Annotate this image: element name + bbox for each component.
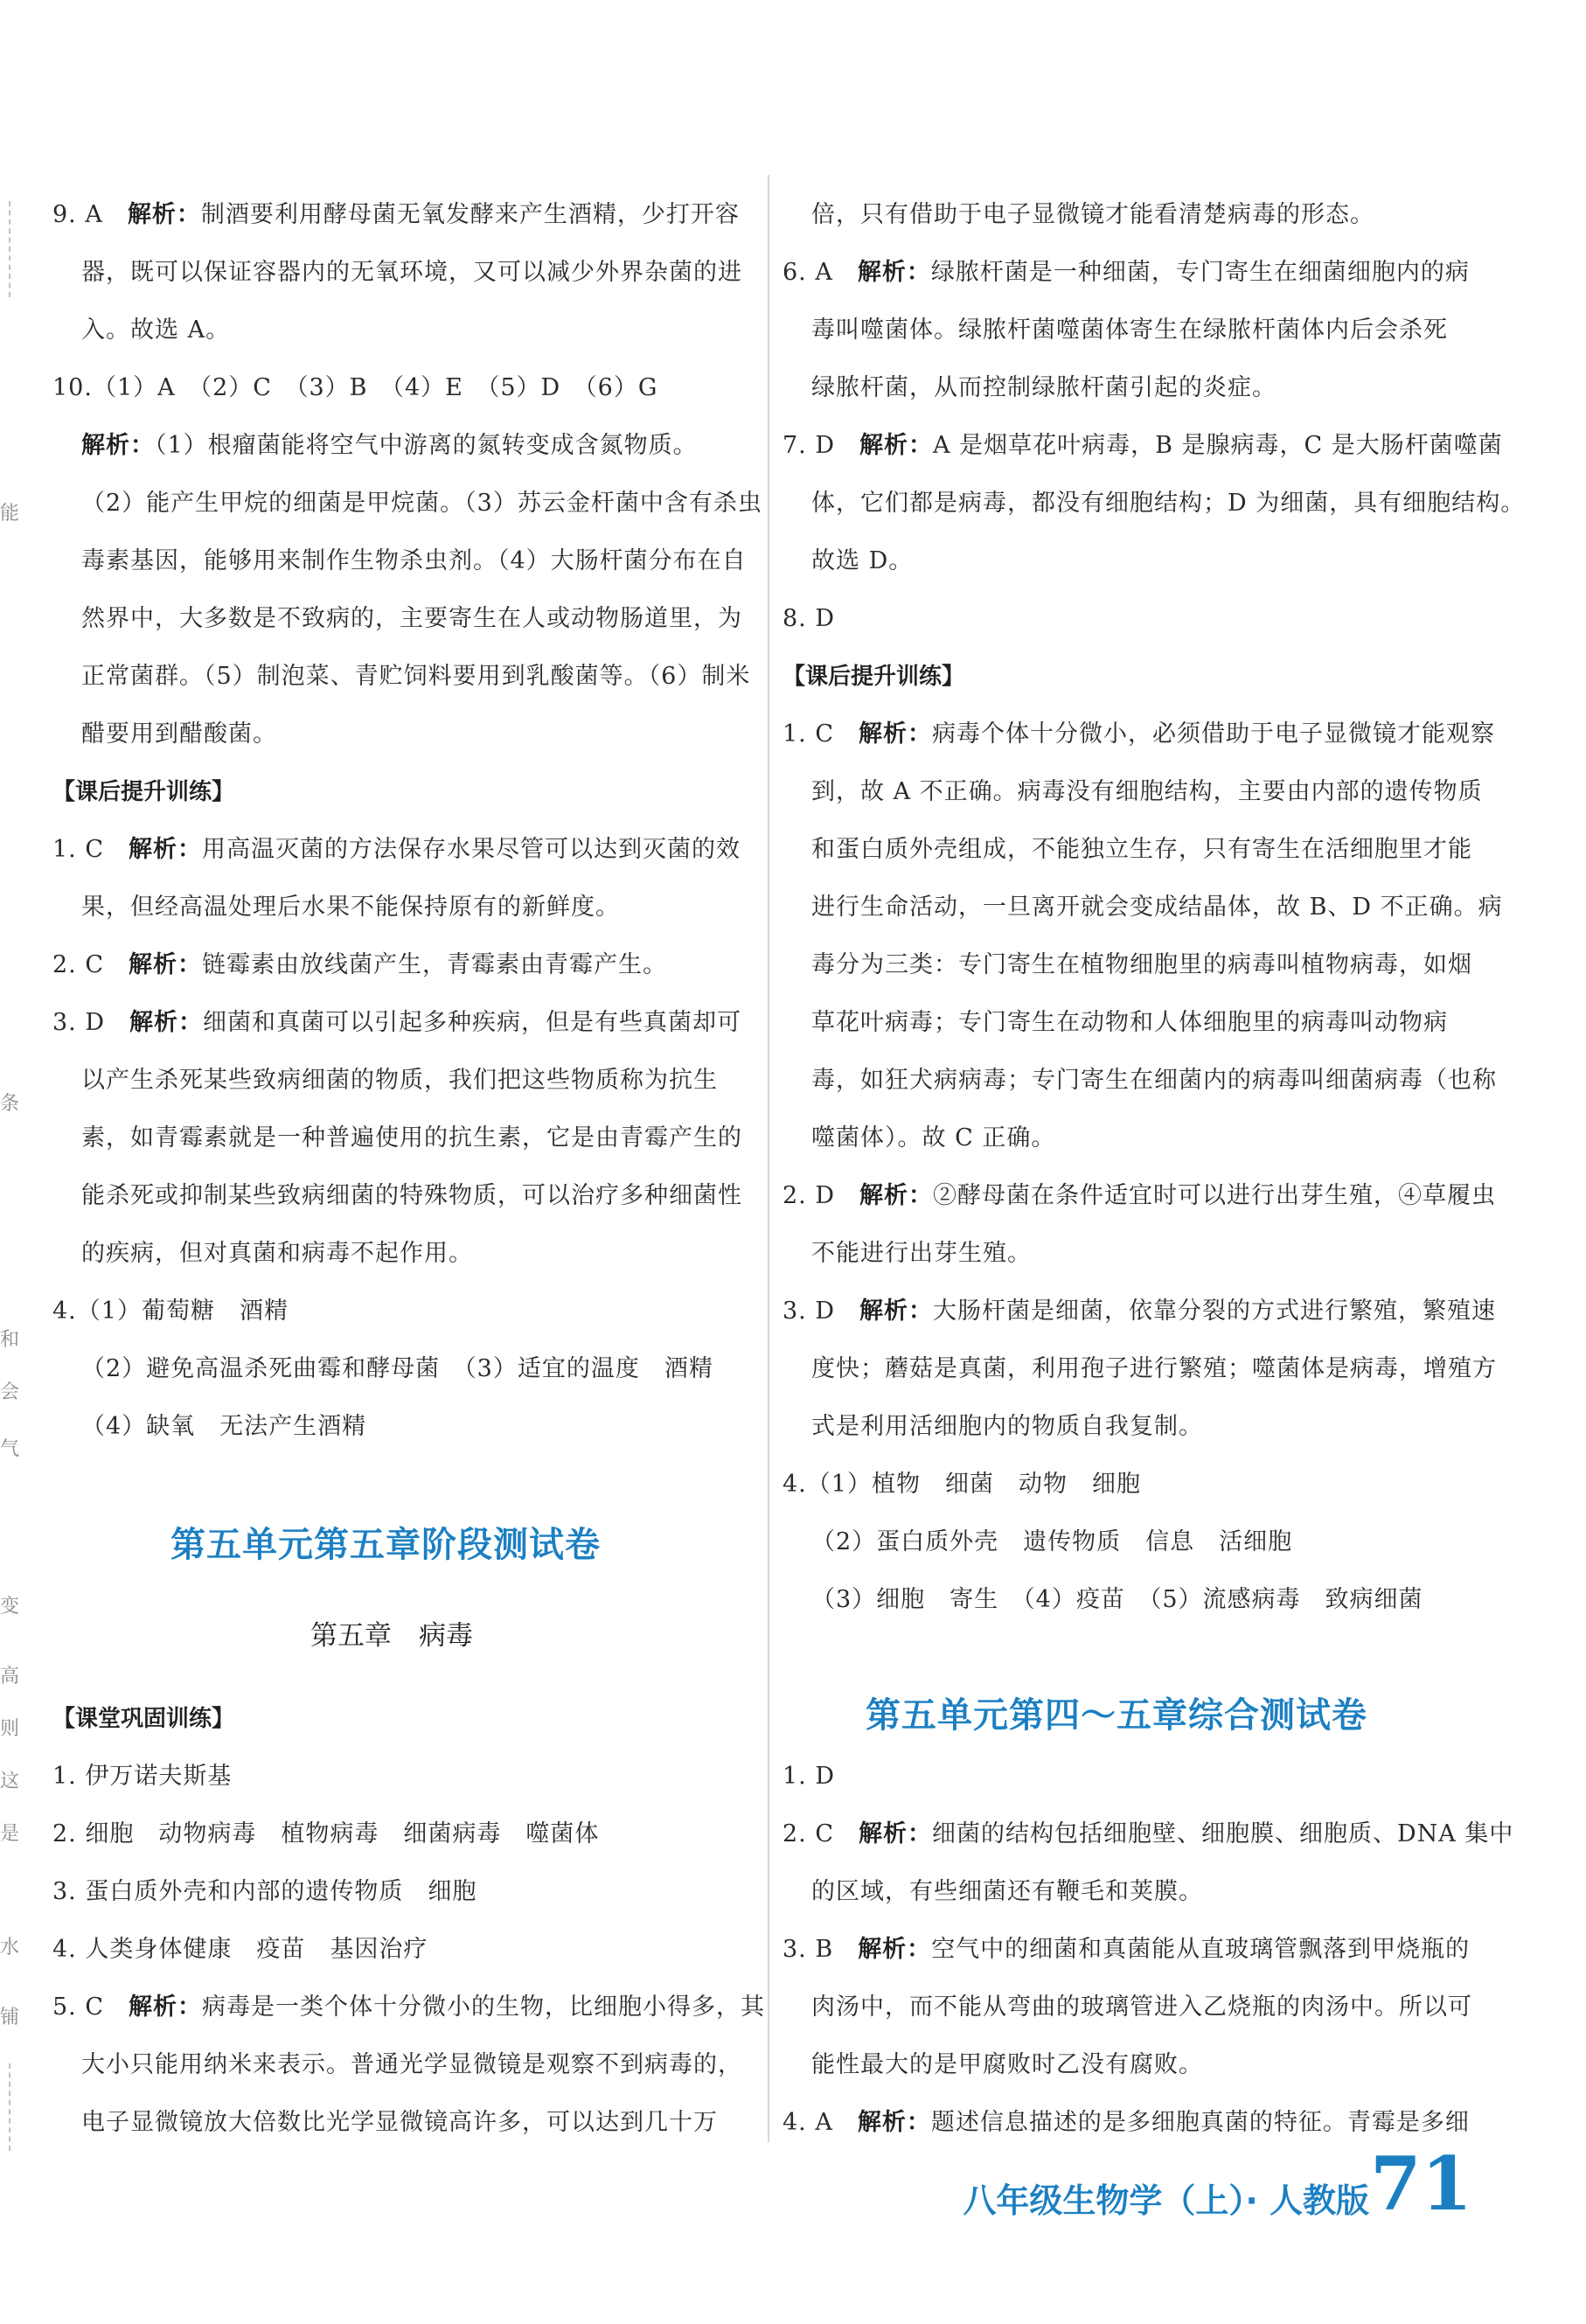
answer-text: （3）细胞 寄生 （4）疫苗 （5）流感病毒 致病细菌: [811, 1586, 1423, 1613]
answer-text: 大肠杆菌是细菌，依靠分裂的方式进行繁殖，繁殖速: [933, 1298, 1496, 1325]
question-number: 7. D: [783, 432, 835, 459]
after-answer-3: [783, 1294, 1496, 1329]
analysis-label: 解析：: [857, 2109, 931, 2136]
edge-char: 这: [0, 1771, 20, 1792]
class-answer-3: 3. 蛋白质外壳和内部的遗传物质 细胞: [52, 1878, 477, 1905]
binding-mark-top: [9, 201, 12, 297]
class-answer-5: [52, 1990, 765, 2025]
answer-text: 和蛋白质外壳组成，不能独立生存，只有寄生在活细胞里才能: [811, 836, 1472, 863]
answer-text: 绿脓杆菌，从而控制绿脓杆菌引起的炎症。: [811, 374, 1276, 401]
answer-text: 毒叫噬菌体。绿脓杆菌噬菌体寄生在绿脓杆菌体内后会杀死: [811, 317, 1448, 344]
column-divider: [768, 175, 769, 2142]
question-number: 2. C: [52, 951, 105, 978]
answer-text: 入。故选 A。: [81, 317, 231, 344]
analysis-label: 解析：: [129, 1993, 203, 2021]
answer-text: 进行生命活动，一旦离开就会变成结晶体，故 B、D 不正确。病: [811, 894, 1503, 921]
answer-after-1: [52, 832, 741, 867]
question-number: 6. A: [783, 259, 833, 286]
answer-text: 制酒要利用酵母菌无氧发酵来产生酒精，少打开容: [200, 201, 740, 228]
answer-text: 的区域，有些细菌还有鞭毛和荚膜。: [811, 1878, 1203, 1905]
answer-text: ②酵母菌在条件适宜时可以进行出芽生殖，④草履虫: [933, 1182, 1496, 1209]
answer-text: 毒，如狂犬病病毒；专门寄生在细菌内的病毒叫细菌病毒（也称: [811, 1067, 1497, 1094]
answer-text: 病毒个体十分微小，必须借助于电子显微镜才能观察: [932, 720, 1496, 748]
analysis-label: 解析：: [859, 1182, 933, 1209]
edge-char: 铺: [0, 2007, 20, 2028]
analysis-label: 解析：: [127, 201, 201, 228]
edge-char: 水: [0, 1937, 20, 1959]
answer-text: 细菌和真菌可以引起多种疾病，但是有些真菌却可: [203, 1009, 741, 1036]
chapter-title: 第五章 病毒: [310, 1620, 473, 1652]
edge-char: 和: [0, 1329, 20, 1351]
answer-text: 题述信息描述的是多细胞真菌的特征。青霉是多细: [930, 2109, 1470, 2136]
analysis-label: 解析：: [859, 1298, 933, 1325]
answer-after-4: 4.（1）葡萄糖 酒精: [52, 1298, 289, 1325]
analysis-label: 解析：: [129, 836, 203, 863]
edge-char: 条: [0, 1093, 20, 1115]
answer-text: 果，但经高温处理后水果不能保持原有的新鲜度。: [81, 894, 620, 921]
answer-10: 10.（1）A （2）C （3）B （4）E （5）D （6）G: [52, 374, 658, 401]
edge-char: 气: [0, 1438, 20, 1460]
answer-text: 素，如青霉素就是一种普遍使用的抗生素，它是由青霉产生的: [81, 1124, 742, 1152]
answer-text: 醋要用到醋酸菌。: [81, 720, 277, 748]
analysis-label: 解析：: [859, 432, 933, 459]
answer-text: 正常菌群。（5）制泡菜、青贮饲料要用到乳酸菌等。（6）制米: [81, 663, 751, 690]
test-answer-1: 1. D: [783, 1763, 835, 1790]
unit-title: 第五单元第四～五章综合测试卷: [866, 1695, 1367, 1736]
answer-text: 大小只能用纳米来表示。普通光学显微镜是观察不到病毒的，: [81, 2051, 742, 2078]
answer-text: 用高温灭菌的方法保存水果尽管可以达到灭菌的效: [202, 836, 741, 863]
question-number: 1. C: [52, 836, 105, 863]
class-answer-4: 4. 人类身体健康 疫苗 基因治疗: [52, 1936, 428, 1963]
unit-title: 第五单元第五章阶段测试卷: [170, 1525, 601, 1565]
section-heading: 【课堂巩固训练】: [52, 1706, 235, 1732]
answer-text: 然界中，大多数是不致病的，主要寄生在人或动物肠道里，为: [81, 605, 742, 632]
question-number: 3. B: [783, 1936, 834, 1963]
edge-char: 变: [0, 1596, 20, 1618]
question-number: 2. C: [783, 1820, 835, 1847]
analysis-label: 解析：: [129, 1009, 203, 1036]
answer-text: A 是烟草花叶病毒，B 是腺病毒，C 是大肠杆菌噬菌: [933, 432, 1503, 459]
answer-text: 电子显微镜放大倍数比光学显微镜高许多，可以达到几十万: [81, 2109, 718, 2136]
edge-char: 会: [0, 1381, 20, 1403]
answer-text: 毒分为三类：专门寄生在植物细胞里的病毒叫植物病毒，如烟: [811, 951, 1472, 978]
question-number: 2. D: [783, 1182, 835, 1209]
class-answer-6: [783, 255, 1470, 290]
question-number: 3. D: [52, 1009, 105, 1036]
answer-text: 器，既可以保证容器内的无氧环境，又可以减少外界杂菌的进: [81, 259, 742, 286]
section-heading: 【课后提升训练】: [52, 779, 235, 805]
answer-text: 草花叶病毒；专门寄生在动物和人体细胞里的病毒叫动物病: [811, 1009, 1448, 1036]
answer-after-3: [52, 1005, 741, 1040]
test-answer-3: [783, 1932, 1470, 1967]
test-answer-4: [783, 2105, 1470, 2140]
answer-text: 倍，只有借助于电子显微镜才能看清楚病毒的形态。: [811, 201, 1374, 228]
page-number: 71: [1370, 2140, 1472, 2227]
question-number: 1. C: [783, 720, 835, 748]
answer-text: 绿脓杆菌是一种细菌，专门寄生在细菌细胞内的病: [930, 259, 1470, 286]
answer-text: （1）根瘤菌能将空气中游离的氮转变成含氮物质。: [155, 432, 698, 459]
analysis-label: 解析：: [859, 1820, 933, 1847]
answer-text: （4）缺氧 无法产生酒精: [81, 1413, 367, 1440]
analysis-10: [81, 428, 698, 463]
question-number: 5. C: [52, 1993, 105, 2021]
answer-text: 肉汤中，而不能从弯曲的玻璃管进入乙烧瓶的肉汤中。所以可: [811, 1993, 1472, 2021]
answer-text: （2）能产生甲烷的细菌是甲烷菌。（3）苏云金杆菌中含有杀虫: [81, 490, 762, 517]
analysis-label: 解析：: [129, 951, 203, 978]
after-answer-2: [783, 1179, 1496, 1214]
class-answer-8: 8. D: [783, 605, 835, 632]
edge-char: 能: [0, 503, 20, 525]
answer-text: 链霉素由放线菌产生，青霉素由青霉产生。: [202, 951, 668, 978]
footer-book-title: 八年级生物学（上）· 人教版: [963, 2181, 1369, 2220]
after-answer-1: [783, 717, 1495, 752]
question-number: 9. A: [52, 201, 103, 228]
question-number: 4. A: [783, 2109, 833, 2136]
answer-text: （2）避免高温杀死曲霉和酵母菌 （3）适宜的温度 酒精: [81, 1355, 713, 1382]
edge-char: 是: [0, 1823, 20, 1845]
section-heading: 【课后提升训练】: [783, 664, 965, 690]
answer-text: 以产生杀死某些致病细菌的物质，我们把这些物质称为抗生: [81, 1067, 718, 1094]
class-answer-2: 2. 细胞 动物病毒 植物病毒 细菌病毒 噬菌体: [52, 1820, 600, 1847]
test-answer-2: [783, 1817, 1513, 1852]
class-answer-7: [783, 428, 1503, 463]
answer-9: [52, 198, 740, 233]
analysis-label: 解析：: [857, 259, 931, 286]
answer-text: 能杀死或抑制某些致病细菌的特殊物质，可以治疗多种细菌性: [81, 1182, 742, 1209]
analysis-label: 解析：: [859, 720, 933, 748]
answer-text: 噬菌体）。故 C 正确。: [811, 1124, 1056, 1152]
analysis-label: 解析：: [81, 432, 155, 459]
answer-text: 病毒是一类个体十分微小的生物，比细胞小得多，其: [202, 1993, 766, 2021]
answer-text: 不能进行出芽生殖。: [811, 1240, 1032, 1267]
question-number: 3. D: [783, 1298, 835, 1325]
answer-text: 式是利用活细胞内的物质自我复制。: [811, 1413, 1203, 1440]
edge-char: 则: [0, 1718, 20, 1740]
answer-text: 体，它们都是病毒，都没有细胞结构；D 为细菌，具有细胞结构。: [811, 490, 1526, 517]
edge-char: 高: [0, 1666, 20, 1687]
after-answer-4: 4.（1）植物 细菌 动物 细胞: [783, 1471, 1141, 1498]
answer-text: 空气中的细菌和真菌能从直玻璃管飘落到甲烧瓶的: [931, 1936, 1471, 1963]
answer-text: 到，故 A 不正确。病毒没有细胞结构，主要由内部的遗传物质: [811, 778, 1483, 805]
analysis-label: 解析：: [858, 1936, 932, 1963]
answer-text: 的疾病，但对真菌和病毒不起作用。: [81, 1240, 473, 1267]
answer-text: 细菌的结构包括细胞壁、细胞膜、细胞质、DNA 集中: [932, 1820, 1514, 1847]
answer-text: 毒素基因，能够用来制作生物杀虫剂。（4）大肠杆菌分布在自: [81, 547, 747, 574]
answer-text: 度快；蘑菇是真菌，利用孢子进行繁殖；噬菌体是病毒，增殖方: [811, 1355, 1497, 1382]
answer-text: （2）蛋白质外壳 遗传物质 信息 活细胞: [811, 1528, 1293, 1555]
answer-text: 能性最大的是甲腐败时乙没有腐败。: [811, 2051, 1203, 2078]
answer-after-2: [52, 948, 667, 983]
binding-mark-bottom: [9, 2063, 12, 2151]
class-answer-1: 1. 伊万诺夫斯基: [52, 1763, 233, 1790]
answer-text: 故选 D。: [811, 547, 914, 574]
